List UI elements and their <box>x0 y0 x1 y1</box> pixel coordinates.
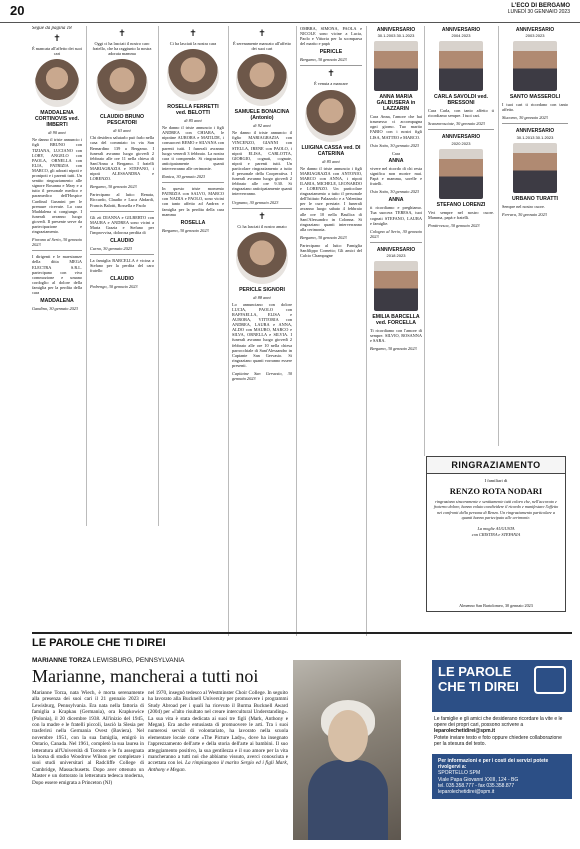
condolence-name-2: CLAUDIO <box>110 276 134 283</box>
promo-contact-address: Viale Papa Giovanni XXIII, 124 - BG <box>438 776 519 783</box>
anniversary-place: Scanzorosciate, 30 gennaio 2023 <box>428 121 485 127</box>
deceased-age: di 92 anni <box>253 123 271 129</box>
deceased-name: LUIGINA CASSA ved. DI CATERINA <box>301 144 361 157</box>
participants-text: Partecipano al lutto: Renata, Riccardo, Claudio e Luca Ahdardi, Francis Balotti, Rossella e Paolo <box>90 192 154 208</box>
portrait-photo <box>513 41 557 91</box>
portrait-photo-2 <box>236 232 288 284</box>
condolence-text-2: La famiglia BARCELLA è vicina a Stefano per la perdita del caro fratello <box>90 258 154 274</box>
deceased-age: di 85 anni <box>184 118 202 124</box>
cross-icon: ✝ <box>258 211 266 222</box>
thanks-text: ringraziano sinceramente e sentitamente tutti coloro che, nell'accorato e fraterno dolore, hanno voluto condividere il ricordo e manifestare l'affetto nei confronti della persona di Renzo. Un ringraziamento particolare a quanti hanno partecipato alle cerimonie. <box>433 499 559 520</box>
promo-intro: Le famiglie e gli amici che desiderano ricordare la vite e le opere dei propri cari, possono scrivere a <box>434 716 563 729</box>
obituary-place: Urgnano, 30 gennaio 2023 <box>232 199 279 205</box>
obituary-column-4 <box>232 26 292 626</box>
anniversary-text-4: Ti ricordiamo con l'amore di sempre. SILVIO, ROSANNA e SARA. <box>370 328 422 344</box>
obituary-intro: Ci ha lasciati la nostra cara <box>169 41 217 46</box>
thanks-place: Almenno San Bartolomeo, 30 gennaio 2023 <box>459 603 533 608</box>
obituary-intro: È venuta a mancare <box>314 81 348 87</box>
anniversary-years: 2004 2023 <box>451 33 471 39</box>
obituary-column-1 <box>32 26 82 526</box>
cross-icon: ✝ <box>53 34 61 45</box>
promo-contact-org: SPORTELLO SPM <box>438 770 481 777</box>
article-location: LEWISBURG, PENNSYLVANIA <box>92 657 185 664</box>
anniversary-years-2: 30.1.2013 30.1.2023 <box>516 134 554 140</box>
promo-title-2: CHE TI DIREI <box>438 679 519 694</box>
anniversary-name: ANNA <box>388 157 404 164</box>
obituary-text-2: Lo annunciano con dolore LUCIA, PAOLO con RAFFAELLA, ELISA e AURORA, VITTORIA con ANDREA, LAURA e ANNA, ALDO con MAURO, MARCO e SILVA, ORNELLA e SILVIA. I funerali avranno luogo giovedì 2 febbraio alle ore 10 nella chiesa parrocchiale di Sant'Alessandro in Captante San Gervasio. Si ringraziano quanti vorranno essere presenti. <box>232 301 292 368</box>
promo-contact-phone: tel. 035.358.777 - fax 035.358.877 <box>438 782 515 789</box>
thanks-signature-1: La moglie AUGUSTA <box>477 526 515 532</box>
anniversary-place-4: Bergamo, 30 gennaio 2023 <box>370 346 417 352</box>
promo-header <box>432 660 572 712</box>
deceased-name-2: EMILIA BARCELLA ved. FORCELLA <box>372 314 420 327</box>
condolence-name: ROSELLA <box>180 219 206 226</box>
section-header <box>32 632 572 649</box>
anniversary-place-2: Pontirvesca, 30 gennaio 2023 <box>428 222 480 228</box>
condolence-place: Gandino, 30 gennaio 2023 <box>32 306 79 312</box>
obituary-column-2 <box>90 26 154 466</box>
obituary-text: Ne danno il triste annuncio i figli BRUNO con TIZIANA, LUCIANO con LORY, ANGELO con PAOLA, ORNELLA con ELIA, PATRIZIA con MARCO, gli adorati nipoti e pronipoti e i parenti tutti. Un sentito ringraziamento alle signore Rosanna e Mary e a tutto il personale medico e paramedico dell'Hospice Cardinal Gusmini per le premure ricevute. La cara Maddalena si congiunge. I funerali avranno luogo giovedì. Il presente serve da partecipazione e ringraziamento. <box>32 137 82 235</box>
anniversary-header <box>502 26 568 38</box>
promo-email[interactable]: leparolechetidirei@spm.it <box>434 728 496 735</box>
portrait-photo <box>305 90 357 142</box>
deceased-name: SANTO MASSEROLI <box>509 94 561 101</box>
obituary-text: Ne danno il triste annuncio i figli MARIAGRAZIA con ANTONIO, MARCO con ANNA, i nipoti ILARIA, MICHELE, LEONARDO e LORENZO. Un particolare ringraziamento a tutto il personale dell'Istituto Palazzolo e a Valentina per le cure prestate. I funerali avranno luogo sabato 4 febbraio alle ore 10 nella Basilica di Sant'Alessandro in Colonna. Si ringraziano quanti interverranno alla cerimonia. <box>300 165 362 232</box>
promo-instructions: Potete inviare testo e foto oppure chiedere collaborazione per la stesura del testo. <box>434 734 562 747</box>
cross-icon: ✝ <box>189 29 197 39</box>
condolence-text: Gli zii DIANNA e GILBERTO con MAURA e ANDREA sono vicini a Maria Grazia e Stefano per l'improvvisa, dolorosa perdita di <box>90 214 154 235</box>
article-byline <box>32 657 184 664</box>
anniversary-header-2 <box>502 127 568 139</box>
article-photo <box>293 660 401 840</box>
portrait-photo <box>374 41 418 91</box>
portrait-photo-2 <box>374 261 418 311</box>
anniversary-title-2: ANNIVERSARIO <box>515 128 555 135</box>
condolence-text: I dirigenti e le maestranze della ditta MEGA ELECTRA S.R.L. partecipano con viva commozione e umano cordoglio al dolore della famiglia per la perdita della cara <box>32 254 82 295</box>
anniversary-text: I tuoi cari ti ricordano con tanto affetto. <box>502 102 568 113</box>
anniversary-column-3 <box>502 26 568 446</box>
deceased-name: CARLA SAVOLDI ved. BRESSONI <box>434 94 488 107</box>
portrait-photo-2 <box>513 143 557 193</box>
condolence-place: Bergamo, 30 gennaio 2023 <box>162 227 209 233</box>
participants-text: Partecipano al lutto: Famiglia Sanfilippo Cornetto; Gli amici del Calcio Champagne <box>300 242 362 259</box>
promo-text <box>432 712 572 751</box>
anniversary-place-2: Osio Sotto, 30 gennaio 2023 <box>370 189 420 195</box>
section-title: LE PAROLE CHE TI DIREI <box>32 637 166 649</box>
obituary-place: Bergamo, 30 gennaio 2023 <box>300 234 347 240</box>
publication-info <box>508 3 570 15</box>
anniversary-title: ANNIVERSARIO <box>441 27 481 33</box>
thanks-title: RINGRAZIAMENTO <box>427 457 565 474</box>
condolence-name: PERICLE <box>319 49 343 56</box>
obituary-text: Ne danno il triste annuncio i figli ANDREA con CHIARA, le nipotine AURORA e MATILDE, i consuoceri REMO e SILVANA con parenti tutti. I funerali avranno luogo venerdì 3 febbraio. La nostra cara ti comprende. Si ringraziano anticipatamente quanti interverranno alle cerimonie. <box>162 125 224 171</box>
article-body-text: nel 1970, insegnò tedesco al Westminster Choir College. In seguito ha lavorato alla Bucknell University per promuovere i programmi Study Abroad per i quali ha ricevuto il Burma Bucknell Award (2004) per «l'alto risultato nel creare intercultural Understanding». La sua vita è stata dedicata ai suoi tre figli (Mark, Anthony e Megan). Era anche entusiasta di promuovere le arti. Tra i suoi numerosi servizi di volontariato, ha lavorato nella scuola elementare locale come «The Picture Lady», dove ha insegnato l'apprezzamento dell'arte e della storia dell'arte ai bambini. Il suo atteggiamento positivo, la sua gentilezza e il suo amore per la vita mancheranno a tutti noi che abbiamo vissuto, averci conosciuta e accettata con lei. <box>148 690 288 767</box>
page-header <box>0 0 580 23</box>
article-body-column-2 <box>148 690 288 773</box>
anniversary-header-2 <box>370 246 422 258</box>
thanks-name: RENZO ROTA NODARI <box>449 486 543 496</box>
deceased-name: ROSELLA FERRETTI ved. BELOTTI <box>167 104 219 117</box>
promo-contact-email[interactable]: leparolechetidirei@spm.it <box>438 789 495 796</box>
obituary-place: Ranica, 30 gennaio 2023 <box>162 174 206 180</box>
obituary-place-2: Capitaine San Gervasio, 30 gennaio 2023 <box>232 371 292 382</box>
article-headline: Marianne, mancherai a tutti noi <box>32 666 259 686</box>
publication-name: L'ECO DI BERGAMO <box>511 3 570 9</box>
anniversary-text: Cara Carla, con tanto affetto ti ricordiamo sempre. I tuoi cari. <box>428 108 494 119</box>
thanks-signature-2: con CRISTINA e STEFANIA <box>471 532 521 538</box>
publication-date: LUNEDÌ 30 GENNAIO 2023 <box>507 9 570 15</box>
anniversary-column-1 <box>370 26 422 626</box>
portrait-photo <box>167 49 219 101</box>
promo-contact-title: Per informazioni e per i costi dei servizi potete rivolgervi a: <box>438 758 549 771</box>
anniversary-years-2: 2020 2023 <box>451 140 471 146</box>
continued-note: Segue da pagina 18 <box>32 26 72 31</box>
anniversary-title: ANNIVERSARIO <box>376 27 416 33</box>
thanks-intro: I familiari di <box>484 478 508 483</box>
thanks-notice <box>426 456 566 612</box>
anniversary-place-2: Ferrara, 30 gennaio 2023 <box>502 211 547 217</box>
condolence-text: In questo triste momento PATRIZIA con SALVO, MARCO con NADIA e PAOLO, sono vicini con tanto affetto ad Andrea e famiglia per la perdita della cara mamma <box>162 186 224 217</box>
promo-box <box>432 660 572 842</box>
article-closing: La rimpiangono il marito Sergio ed i figli Mark, Anthony e Megan. <box>148 760 288 773</box>
anniversary-column-2 <box>428 26 494 446</box>
portrait-photo <box>439 41 483 91</box>
promo-title-1: LE PAROLE <box>438 664 512 679</box>
anniversary-years-2: 2018 2023 <box>386 252 406 258</box>
cross-icon: ✝ <box>258 29 266 39</box>
condolence-place-2: Pedrengo, 30 gennaio 2023 <box>90 284 138 290</box>
article-author: MARIANNE TORZA <box>32 657 92 664</box>
obituary-text: Chi desidera salutarlo può farlo nella casa del commiato in via San Bernardino 139 a Bergamo. I funerali avranno luogo giovedì 2 febbraio alle ore 11 nella chiesa di Sant'Anna a Bergamo. I fratelli MARIAGRAZIA e STEFANO, i nipoti ALESSANDRA e LORENZO. <box>90 135 154 182</box>
deceased-name-2: STEFANO LORENZI <box>436 201 486 208</box>
portrait-photo-2 <box>439 149 483 199</box>
anniversary-header-2 <box>428 133 494 145</box>
anniversary-header <box>428 26 494 38</box>
anniversary-text-3: ti ricordiamo e preghiamo. Tua suocera TERESA, tuoi cognati STEFANO, LAURA e famiglie. <box>370 205 422 226</box>
condolence-name: CLAUDIO <box>110 237 134 244</box>
deceased-name-2: URBANO TURATTI <box>511 195 558 202</box>
portrait-photo <box>35 59 79 107</box>
deceased-name-2: PERICLE SIGNORI <box>239 286 285 293</box>
deceased-age-2: di 88 anni <box>253 294 271 300</box>
anniversary-text: Cara Anna, l'amore che hai trasmesso ci accompagna ogni giorno. Tuo marito FABIO con i nostri figli LISA, MATTEO e MARCO. <box>370 114 422 140</box>
deceased-name: SAMUELE BONACINA (Antonio) <box>234 109 290 122</box>
anniversary-years: 2003 2023 <box>525 33 545 39</box>
promo-contact-box <box>432 754 572 799</box>
deceased-name: ANNA MARIA GALBUSERA in LAZZARIN <box>376 94 416 113</box>
portrait-photo <box>236 54 288 106</box>
deceased-age: di 85 anni <box>322 158 340 164</box>
obituary-intro: Oggi ci ha lasciati il nostro caro fratello, che ha raggiunto la nostra adorata mamma <box>92 41 152 57</box>
portrait-photo <box>96 59 148 111</box>
condolence-text: OMBRA, SIMONA, PAOLA e NICOLE sono vicine a Lucia, Paolo e Vittoria per la scomparsa del marito e papà <box>300 26 362 47</box>
anniversary-salutation: Cara <box>391 150 401 156</box>
deceased-age: di 90 anni <box>48 130 66 136</box>
page-number: 20 <box>10 3 25 18</box>
anniversary-place-3: Cologno al Serio, 30 gennaio 2023 <box>370 228 422 239</box>
anniversary-title-2: ANNIVERSARIO <box>441 134 481 141</box>
obituary-intro-2: Ci ha lasciati il nostro amato <box>237 223 287 229</box>
obituary-intro: È mancata all'affetto dei suoi cari <box>32 46 82 57</box>
condolence-place: Bergamo, 30 gennaio 2023 <box>300 57 347 63</box>
anniversary-place: Slucomo, 30 gennaio 2023 <box>502 115 548 121</box>
anniversary-name-3: ANNA <box>388 197 404 204</box>
anniversary-text-2: Sempre nel nostro cuore. <box>502 203 545 209</box>
condolence-name: MADDALENA <box>40 298 74 305</box>
anniversary-title: ANNIVERSARIO <box>515 27 555 33</box>
anniversary-header <box>370 26 422 38</box>
chat-icon <box>534 666 566 694</box>
obituary-place: Bergamo, 30 gennaio 2023 <box>90 184 137 190</box>
cross-icon: ✝ <box>118 29 126 39</box>
obituary-place: Fiorano al Serio, 30 gennaio 2023 <box>32 237 82 248</box>
obituary-column-5 <box>300 26 362 426</box>
deceased-name: MADDALENA CORTINOVIS ved. IMBERTI <box>34 110 80 129</box>
anniversary-years: 30.1.2003 30.1.2023 <box>377 33 415 39</box>
anniversary-text-2: Vivi sempre nel nostro cuore. Mamma, papà e fratelli. <box>428 209 494 220</box>
obituary-intro: È serenamente mancato all'affetto dei suoi cari <box>232 41 292 52</box>
deceased-name: CLAUDIO BRUNO PESCATORI <box>99 114 145 127</box>
cross-icon: ✝ <box>327 69 335 80</box>
obituary-text: Ne danno il triste annuncio il figlio MARIAGRAZIA con VINCENZO, GIANNI con STELLA, IRENE con PAOLO, i nipoti ELISA, CARLOTTA, GIORGIO, cognati, cognate, nipoti e parenti tutti. Un particolare ringraziamento a tutto il personale della Cooperativa. I funerali avranno luogo giovedì 2 febbraio alle ore 9.30. Si ringraziano anticipatamente quanti interverranno. <box>232 130 292 197</box>
obituary-column-3 <box>162 26 224 426</box>
anniversary-place: Osio Sotto, 30 gennaio 2023 <box>370 142 420 148</box>
condolence-place: Curno, 30 gennaio 2023 <box>90 245 133 251</box>
deceased-age: di 63 anni <box>113 128 131 134</box>
article-body-column-1: Marianne Torza, nata Wiech, è morta serenamente alla presenza dei suoi cari il 21 gennaio 2023 a Lewisburg, Pennsylvania. Era nata nella fattoria di famiglia a Krapkau (Germania), ora Krapkowice (Polonia), il 20 dicembre 1938. All'inizio del 1945, con la madre e le fratelli piccoli, lasciò la Slesia per trasferirsi nella Germania Ovest (Baviera). Nel novembre 1951, con la sua famiglia, emigrò in Ontario, Canada. Nel 1961, completò la sua laurea in letteratura all'Università di Toronto e le fu assegnata la borsa di studio Woodrow Wilson per completare i suoi studi universitari al Radcliffe College di Cambridge, Massachusetts. Dopo aver ottenuto un Master e un dottorato in letteratura tedesca moderna, Dopo essere emigrata a Princeton (NJ) <box>32 690 144 786</box>
anniversary-title-2: ANNIVERSARIO <box>376 246 416 253</box>
anniversary-text-2: vivere nel ricordo di chi resta significa non morire mai. Papà e mamma, sorelle e fratelli. <box>370 165 422 187</box>
